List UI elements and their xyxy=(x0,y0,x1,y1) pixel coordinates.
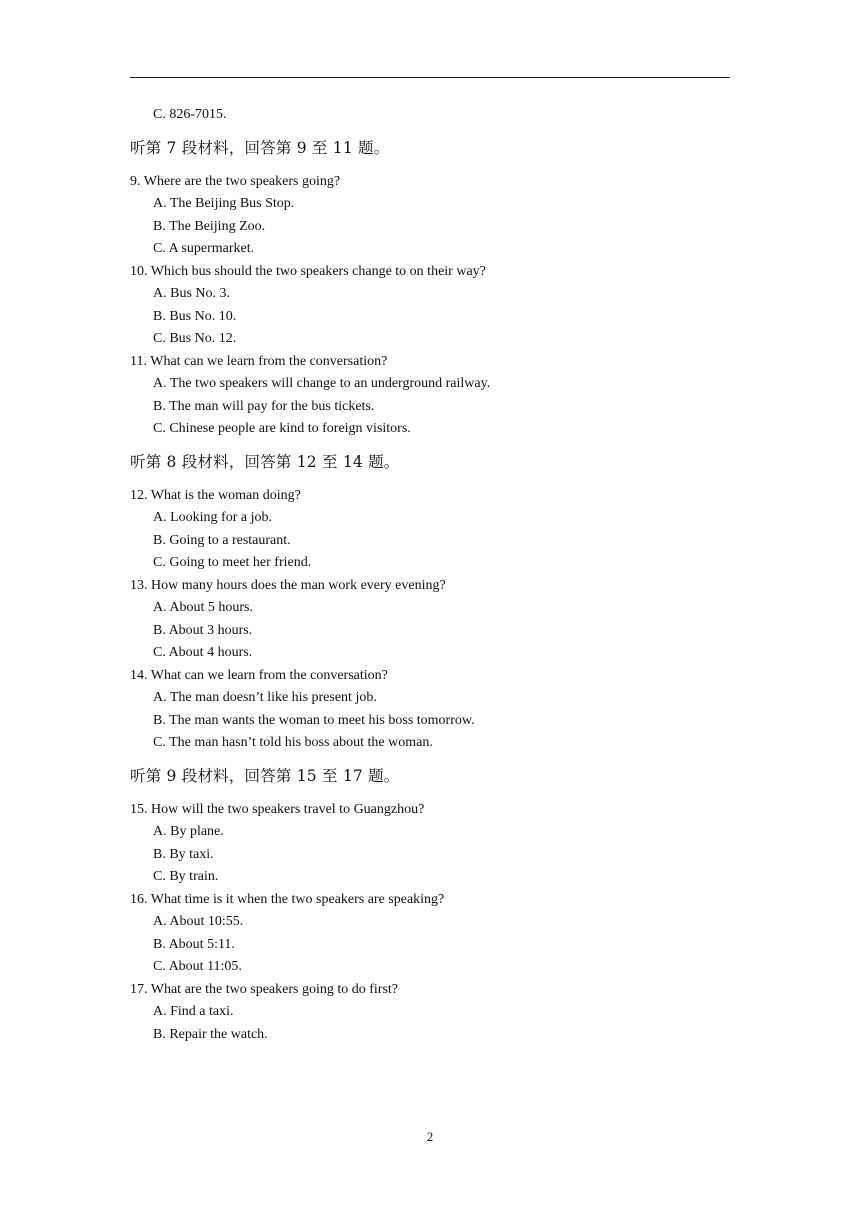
question-text: 10. Which bus should the two speakers change to on their way? xyxy=(130,263,486,279)
option-text: C. About 4 hours. xyxy=(153,645,253,660)
option-text: C. Chinese people are kind to foreign visitors. xyxy=(153,421,411,436)
option-text: C. About 11:05. xyxy=(153,959,242,974)
option-text: A. Bus No. 3. xyxy=(153,286,231,301)
section-heading: 听第 7 段材料，回答第 9 至 11 题。 xyxy=(130,138,390,157)
question-text: 15. How will the two speakers travel to Guangzhou? xyxy=(130,801,425,817)
option-text: C. Bus No. 12. xyxy=(153,331,237,346)
option-text: A. The two speakers will change to an underground railway. xyxy=(153,376,491,391)
page-number: 2 xyxy=(426,1129,434,1144)
option-text: A. Looking for a job. xyxy=(153,510,272,525)
option-text: C. The man hasn’t told his boss about the woman. xyxy=(153,735,433,750)
question-text: 13. How many hours does the man work every evening? xyxy=(130,577,446,593)
option-text: B. By taxi. xyxy=(153,846,214,862)
option-text: A. The Beijing Bus Stop. xyxy=(153,196,295,211)
option-text: B. The Beijing Zoo. xyxy=(153,218,266,234)
option-text: B. The man wants the woman to meet his boss tomorrow. xyxy=(153,712,475,728)
option-text: A. By plane. xyxy=(153,824,224,839)
section-heading: 听第 8 段材料，回答第 12 至 14 题。 xyxy=(130,452,400,471)
question-text: 9. Where are the two speakers going? xyxy=(130,173,341,189)
question-text: 17. What are the two speakers going to do first? xyxy=(130,981,399,997)
document-body xyxy=(130,104,730,1046)
option-text: C. By train. xyxy=(153,869,219,884)
option-text: B. Bus No. 10. xyxy=(153,308,237,324)
option-text: B. Going to a restaurant. xyxy=(153,532,291,548)
question-text: 12. What is the woman doing? xyxy=(130,487,301,503)
question-text: 14. What can we learn from the conversation? xyxy=(130,667,388,683)
option-text: B. About 5:11. xyxy=(153,936,235,952)
section-heading: 听第 9 段材料，回答第 15 至 17 题。 xyxy=(130,766,400,785)
option-text: A. Find a taxi. xyxy=(153,1004,234,1019)
question-text: 16. What time is it when the two speakers are speaking? xyxy=(130,891,445,907)
option-text: C. A supermarket. xyxy=(153,241,255,256)
option-text: B. The man will pay for the bus tickets. xyxy=(153,398,375,414)
option-text: A. About 5 hours. xyxy=(153,600,253,615)
option-text: B. Repair the watch. xyxy=(153,1026,268,1042)
question-text: 11. What can we learn from the conversation? xyxy=(130,353,388,369)
option-text: C. 826-7015. xyxy=(153,107,227,122)
option-text: A. About 10:55. xyxy=(153,914,244,929)
header-rule xyxy=(130,77,730,78)
option-text: C. Going to meet her friend. xyxy=(153,555,312,570)
option-text: A. The man doesn’t like his present job. xyxy=(153,690,377,705)
option-text: B. About 3 hours. xyxy=(153,622,253,638)
